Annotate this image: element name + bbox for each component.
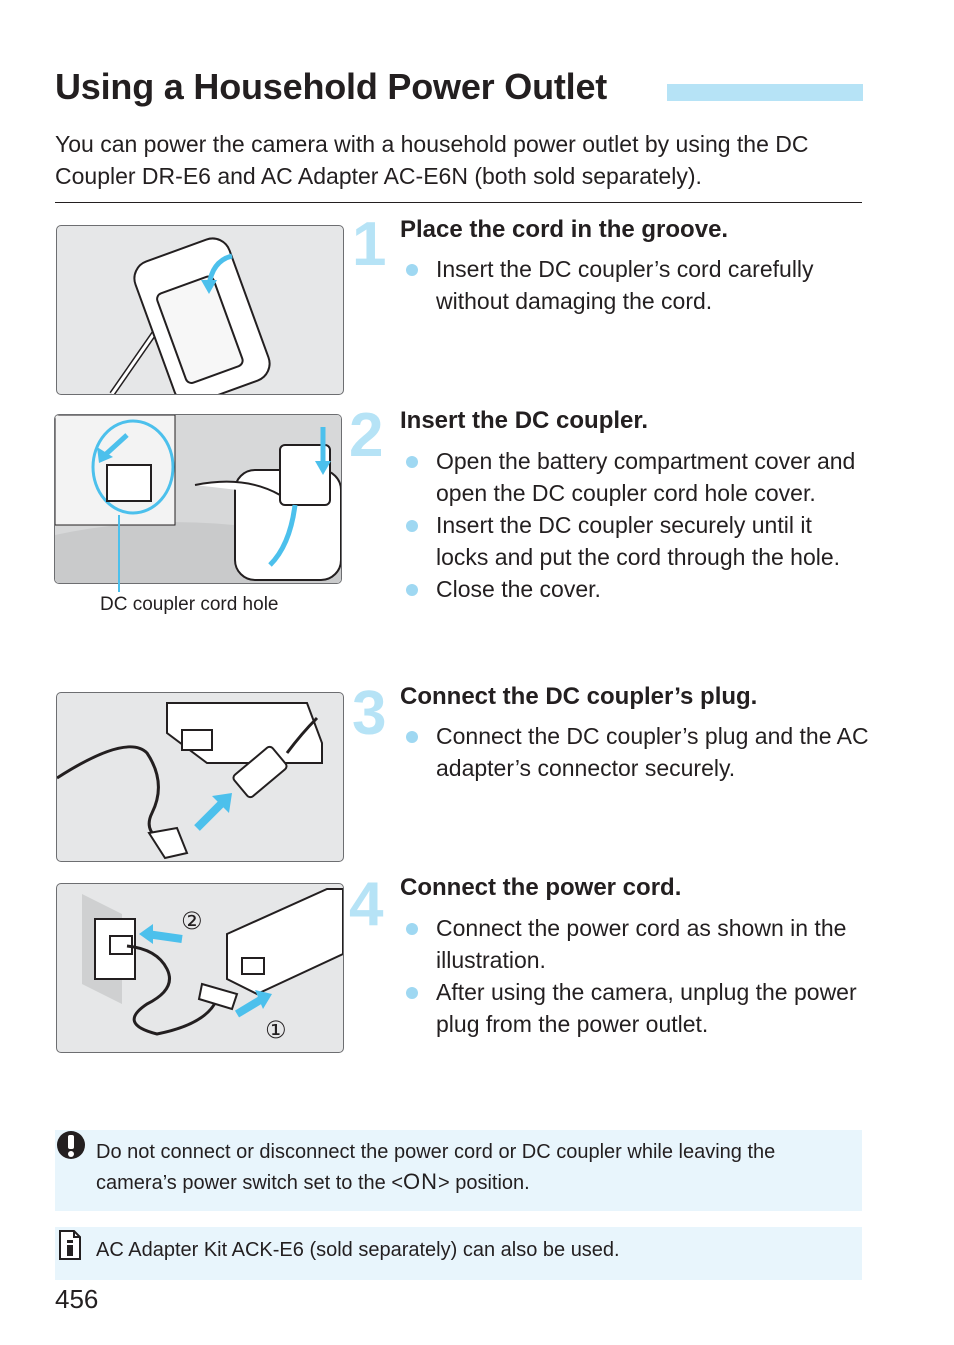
step-2-illustration — [54, 414, 342, 584]
step-1-bullet-1: Insert the DC coupler’s cord carefully without damaging the cord. — [400, 253, 870, 317]
section-divider — [55, 202, 862, 203]
marker-1: ① — [265, 1016, 287, 1044]
page-number: 456 — [55, 1284, 99, 1314]
caution-note — [55, 1130, 862, 1211]
intro-paragraph: You can power the camera with a household power outlet by using the DC Coupler DR-E6 and AC Adapter AC-E6N (both sold separately). — [55, 131, 809, 189]
step-1-title: Place the cord in the groove. — [400, 216, 729, 243]
step-4-number: 4 — [349, 870, 384, 939]
step-1-bullets — [400, 253, 870, 317]
callout-line — [118, 582, 120, 592]
step-4-bullets — [400, 912, 870, 1040]
step-3-bullet-1: Connect the DC coupler’s plug and the AC adapter’s connector securely. — [400, 720, 870, 784]
step-3-illustration — [56, 692, 344, 862]
step-4-bullet-2: After using the camera, unplug the power plug from the power outlet. — [400, 976, 870, 1040]
title-accent-bar — [667, 84, 863, 101]
step-4-bullet-1: Connect the power cord as shown in the illustration. — [400, 912, 870, 976]
step-2-bullet-3: Close the cover. — [400, 573, 870, 605]
step-3-number: 3 — [352, 679, 387, 748]
step-2-bullets — [400, 445, 870, 605]
step-2-number: 2 — [349, 401, 384, 470]
on-symbol: ON — [403, 1169, 438, 1194]
memo-note — [55, 1227, 862, 1280]
caution-icon — [56, 1130, 86, 1160]
page-title: Using a Household Power Outlet — [55, 66, 608, 107]
dc-coupler-cord-hole-label: DC coupler cord hole — [100, 594, 279, 615]
caution-text-after: > position. — [438, 1172, 530, 1194]
step-1-illustration — [56, 225, 344, 395]
memo-icon — [58, 1229, 82, 1261]
memo-text: AC Adapter Kit ACK-E6 (sold separately) can also be used. — [96, 1239, 620, 1261]
step-2-title: Insert the DC coupler. — [400, 407, 649, 434]
step-2-bullet-2: Insert the DC coupler securely until it locks and put the cord through the hole. — [400, 509, 870, 573]
caution-text-before: Do not connect or disconnect the power cord or DC coupler while leaving the camera’s power switch set to the < — [96, 1141, 776, 1194]
step-3-bullets — [400, 720, 870, 784]
step-4-illustration — [56, 883, 344, 1053]
step-1-number: 1 — [352, 210, 387, 279]
marker-2: ② — [181, 907, 203, 935]
step-4-title: Connect the power cord. — [400, 874, 682, 901]
caution-text — [96, 1138, 836, 1198]
step-3-title: Connect the DC coupler’s plug. — [400, 683, 758, 710]
step-2-bullet-1: Open the battery compartment cover and open the DC coupler cord hole cover. — [400, 445, 870, 509]
